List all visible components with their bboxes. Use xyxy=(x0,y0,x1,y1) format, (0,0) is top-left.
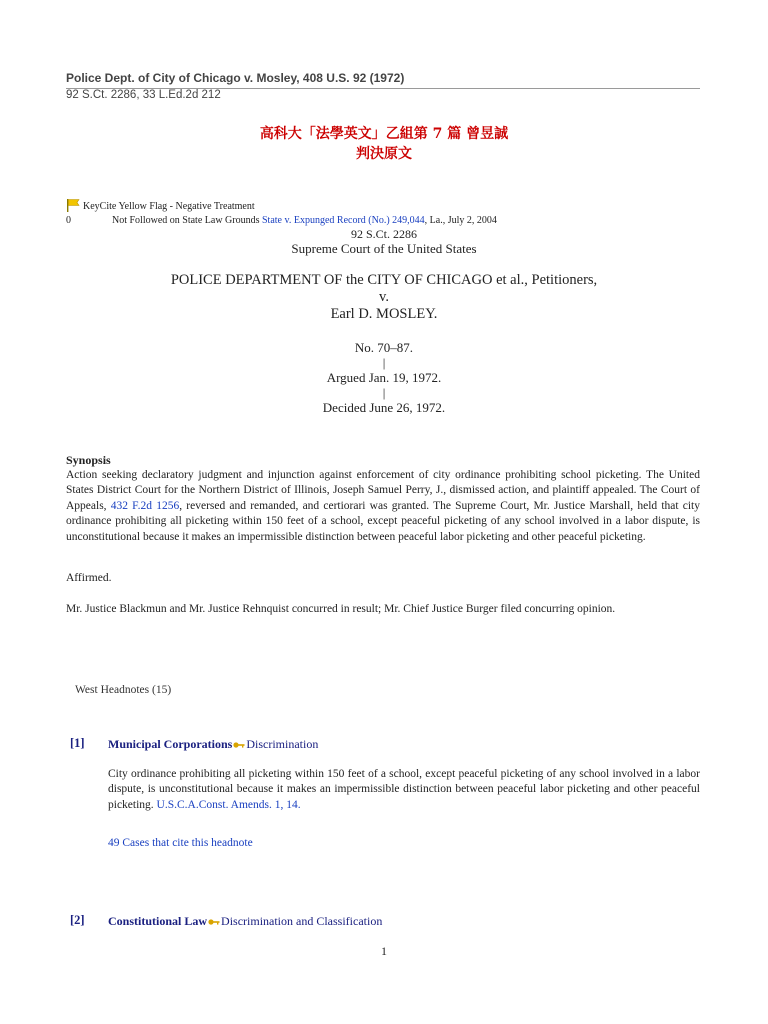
west-headnotes-heading: West Headnotes (15) xyxy=(75,684,172,696)
synopsis-text: Action seeking declaratory judgment and injunction against enforcement of city ordinance prohibiting school picketing. The United States District Court for the Northern District of Illinois, Joseph Samuel Perry, J., dismissed action, and plaintiff appealed. The Court of Appeals, xyxy=(66,469,700,512)
keycite-flag-label: KeyCite Yellow Flag - Negative Treatment xyxy=(83,201,255,212)
versus-label: v. xyxy=(379,289,389,305)
argued-date: Argued Jan. 19, 1972. xyxy=(326,370,442,385)
headnote-number[interactable]: [2] xyxy=(70,913,85,927)
synopsis-heading: Synopsis xyxy=(66,453,111,467)
headnote-number[interactable]: [1] xyxy=(70,736,85,750)
chinese-title-line2: 判決原文 xyxy=(356,146,412,162)
cases-citing-headnote-link[interactable]: 49 Cases that cite this headnote xyxy=(108,837,253,849)
court-name: Supreme Court of the United States xyxy=(291,241,477,256)
respondent-party: Earl D. MOSLEY. xyxy=(330,306,438,322)
headnote-subtopic-link[interactable]: Discrimination xyxy=(246,737,319,751)
chinese-title-line1: 高科大「法學英文」乙組第 7 篇 曾昱誠 xyxy=(259,126,509,142)
document-title: Police Dept. of City of Chicago v. Mosley, 408 U.S. 92 (1972) xyxy=(66,71,405,85)
headnote-topic-row xyxy=(108,737,318,752)
treatment-row-number: 0 xyxy=(66,215,71,226)
headnote-topic-link[interactable]: Municipal Corporations xyxy=(108,737,233,751)
decided-date: Decided June 26, 1972. xyxy=(322,400,446,415)
headnote-body xyxy=(108,767,700,813)
negative-treatment-row xyxy=(66,215,497,226)
court-of-appeals-citation-link[interactable]: 432 F.2d 1256 xyxy=(110,499,180,512)
document-citations: 92 S.Ct. 2286, 33 L.Ed.2d 212 xyxy=(66,89,221,101)
petitioner-party: POLICE DEPARTMENT OF the CITY OF CHICAGO et al., Petitioners, xyxy=(170,272,598,288)
reporter-citation: 92 S.Ct. 2286 xyxy=(350,227,417,241)
date-separator: | xyxy=(382,355,386,370)
headnote-text: City ordinance prohibiting all picketing within 150 feet of a school, except peaceful picketing of any school involved in a labor dispute, is unconstitutional because it makes an impermissible distinction between peaceful labor picketing and other peaceful picketing. xyxy=(108,768,700,811)
headnote-subtopic-link[interactable]: Discrimination and Classification xyxy=(221,914,383,928)
case-parties xyxy=(0,272,768,323)
key-icon xyxy=(208,918,220,926)
treatment-text: Not Followed on State Law Grounds xyxy=(112,215,262,226)
headnote-topic-row xyxy=(108,914,382,929)
concurrence-text: Mr. Justice Blackmun and Mr. Justice Rehnquist concurred in result; Mr. Chief Justice Burger filed concurring opinion. xyxy=(66,603,616,615)
yellow-flag-icon xyxy=(66,198,80,212)
expunged-record-case-link[interactable]: State v. Expunged Record (No.) 249,044 xyxy=(262,215,425,226)
affirmed-text: Affirmed. xyxy=(66,572,112,584)
docket-number: No. 70–87. xyxy=(354,340,414,355)
date-separator: | xyxy=(382,385,386,400)
treatment-case-tail: , La., July 2, 2004 xyxy=(424,215,497,226)
keycite-flag-row xyxy=(66,198,255,212)
page-number: 1 xyxy=(381,944,387,958)
case-dates xyxy=(0,340,768,415)
headnote-topic-link[interactable]: Constitutional Law xyxy=(108,914,208,928)
synopsis-text-continued: , reversed and remanded, and certiorari was granted. The Supreme Court, Mr. Justice Marshall, held that city ordinance prohibiting all picketing within 150 feet of a school, except peaceful picketing of any school involved in a labor dispute, is unconstitutional because it makes an impermissible distinction between peaceful labor picketing and other peaceful picketing. xyxy=(66,499,700,543)
constitution-amendments-link[interactable]: U.S.C.A.Const. Amends. 1, 14. xyxy=(156,798,301,811)
synopsis-body xyxy=(66,468,700,545)
key-icon xyxy=(233,741,245,749)
